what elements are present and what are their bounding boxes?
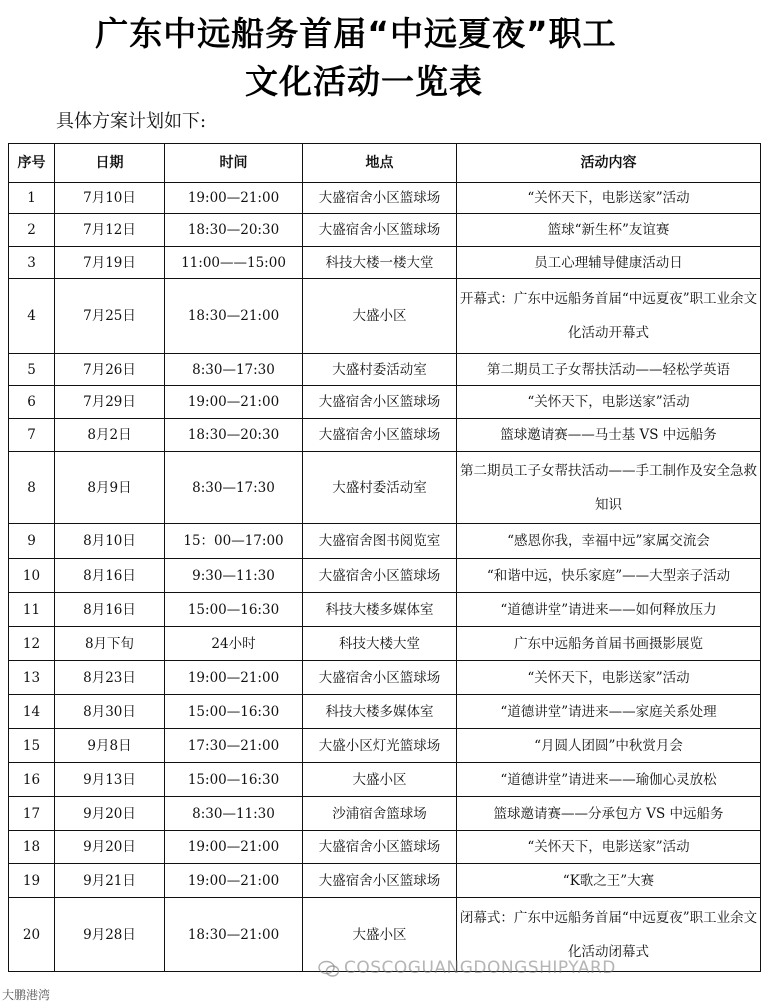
table-row: [9, 419, 761, 452]
header-activity: 活动内容: [457, 144, 761, 183]
cell-no: 12: [9, 627, 55, 661]
cell-time: 15：00—17:00: [165, 524, 303, 559]
cell-date: 9月28日: [55, 898, 165, 972]
table-row: [9, 354, 761, 386]
cell-time: 17:30—21:00: [165, 729, 303, 763]
table-row: [9, 695, 761, 729]
cell-time: 18:30—21:00: [165, 279, 303, 354]
cell-place: 大盛宿舍小区篮球场: [303, 559, 457, 593]
table-header-row: [9, 144, 761, 183]
cell-time: 19:00—21:00: [165, 386, 303, 419]
cell-no: 11: [9, 593, 55, 627]
table-row: [9, 797, 761, 831]
cell-no: 19: [9, 864, 55, 898]
cell-place: 大盛宿舍小区篮球场: [303, 386, 457, 419]
cell-no: 8: [9, 452, 55, 524]
table-row: [9, 183, 761, 214]
table-row: [9, 279, 761, 354]
cell-activity: “道德讲堂”请进来——瑜伽心灵放松: [457, 763, 761, 797]
watermark-text: COSCOGUANGDONGSHIPYARD: [344, 958, 616, 978]
cell-no: 13: [9, 661, 55, 695]
table-row: [9, 452, 761, 524]
table-row: [9, 386, 761, 419]
cell-date: 8月16日: [55, 593, 165, 627]
document-title-line-2: 文化活动一览表: [245, 62, 483, 101]
cell-no: 3: [9, 247, 55, 279]
cell-time: 19:00—21:00: [165, 183, 303, 214]
cell-activity: 广东中远船务首届书画摄影展览: [457, 627, 761, 661]
cell-date: 8月23日: [55, 661, 165, 695]
cell-date: 7月29日: [55, 386, 165, 419]
cell-time: 18:30—20:30: [165, 419, 303, 452]
cell-no: 6: [9, 386, 55, 419]
cell-time: 15:00—16:30: [165, 593, 303, 627]
cell-activity: “和谐中远，快乐家庭”——大型亲子活动: [457, 559, 761, 593]
cell-place: 大盛村委活动室: [303, 354, 457, 386]
table-row: [9, 661, 761, 695]
cell-place: 科技大楼多媒体室: [303, 593, 457, 627]
cell-date: 7月12日: [55, 214, 165, 247]
cell-date: 7月10日: [55, 183, 165, 214]
cell-time: 8:30—11:30: [165, 797, 303, 831]
cell-time: 19:00—21:00: [165, 661, 303, 695]
activity-schedule-table: [8, 143, 761, 972]
cell-activity: “道德讲堂”请进来——家庭关系处理: [457, 695, 761, 729]
cell-activity: 篮球邀请赛——马士基 VS 中远船务: [457, 419, 761, 452]
cell-activity: “K歌之王”大赛: [457, 864, 761, 898]
cell-activity: 篮球邀请赛——分承包方 VS 中远船务: [457, 797, 761, 831]
cell-date: 8月9日: [55, 452, 165, 524]
document-title-line-1: 广东中远船务首届“中远夏夜”职工: [95, 14, 617, 53]
cell-place: 大盛宿舍小区篮球场: [303, 661, 457, 695]
cell-activity: “关怀天下，电影送家”活动: [457, 661, 761, 695]
cell-date: 9月20日: [55, 797, 165, 831]
cell-activity: 员工心理辅导健康活动日: [457, 247, 761, 279]
intro-text: 具体方案计划如下:: [56, 111, 207, 132]
cell-time: 8:30—17:30: [165, 452, 303, 524]
cell-place: 大盛宿舍小区篮球场: [303, 183, 457, 214]
cell-date: 8月2日: [55, 419, 165, 452]
cell-activity: “月圆人团圆”中秋赏月会: [457, 729, 761, 763]
cell-time: 18:30—20:30: [165, 214, 303, 247]
cell-date: 9月20日: [55, 831, 165, 864]
table-row: [9, 729, 761, 763]
cell-no: 14: [9, 695, 55, 729]
cell-place: 科技大楼一楼大堂: [303, 247, 457, 279]
table-row: [9, 831, 761, 864]
cell-time: 19:00—21:00: [165, 831, 303, 864]
cell-time: 18:30—21:00: [165, 898, 303, 972]
cell-place: 沙浦宿舍篮球场: [303, 797, 457, 831]
header-date: 日期: [55, 144, 165, 183]
cell-no: 1: [9, 183, 55, 214]
table-row: [9, 214, 761, 247]
cell-time: 15:00—16:30: [165, 763, 303, 797]
cell-no: 9: [9, 524, 55, 559]
cell-date: 8月16日: [55, 559, 165, 593]
cell-date: 8月30日: [55, 695, 165, 729]
cell-date: 8月下旬: [55, 627, 165, 661]
cell-place: 大盛小区: [303, 898, 457, 972]
cell-activity: 第二期员工子女帮扶活动——轻松学英语: [457, 354, 761, 386]
cell-date: 7月25日: [55, 279, 165, 354]
cell-activity: 闭幕式：广东中远船务首届“中远夏夜”职工业余文化活动闭幕式: [457, 898, 761, 972]
cell-activity: “关怀天下，电影送家”活动: [457, 831, 761, 864]
table-row: [9, 524, 761, 559]
cell-no: 5: [9, 354, 55, 386]
table-row: [9, 763, 761, 797]
table-row: [9, 247, 761, 279]
cell-date: 8月10日: [55, 524, 165, 559]
cell-no: 18: [9, 831, 55, 864]
cell-no: 17: [9, 797, 55, 831]
cell-place: 大盛小区: [303, 279, 457, 354]
cell-place: 大盛宿舍图书阅览室: [303, 524, 457, 559]
cell-time: 8:30—17:30: [165, 354, 303, 386]
cell-place: 科技大楼多媒体室: [303, 695, 457, 729]
cell-place: 大盛宿舍小区篮球场: [303, 419, 457, 452]
header-no: 序号: [9, 144, 55, 183]
cell-date: 7月19日: [55, 247, 165, 279]
cell-activity: 第二期员工子女帮扶活动——手工制作及安全急救知识: [457, 452, 761, 524]
cell-no: 16: [9, 763, 55, 797]
cell-place: 大盛宿舍小区篮球场: [303, 214, 457, 247]
corner-logo: 大鹏港湾: [2, 988, 51, 1002]
cell-no: 20: [9, 898, 55, 972]
cell-activity: 篮球“新生杯”友谊赛: [457, 214, 761, 247]
cell-place: 大盛小区: [303, 763, 457, 797]
cell-place: 大盛宿舍小区篮球场: [303, 831, 457, 864]
cell-time: 11:00——15:00: [165, 247, 303, 279]
cell-no: 7: [9, 419, 55, 452]
cell-no: 10: [9, 559, 55, 593]
wechat-icon: [318, 960, 340, 978]
cell-date: 9月8日: [55, 729, 165, 763]
cell-date: 7月26日: [55, 354, 165, 386]
cell-place: 大盛宿舍小区篮球场: [303, 864, 457, 898]
table-row: [9, 864, 761, 898]
cell-activity: 开幕式：广东中远船务首届“中远夏夜”职工业余文化活动开幕式: [457, 279, 761, 354]
table-body: [9, 183, 761, 972]
cell-place: 大盛村委活动室: [303, 452, 457, 524]
cell-date: 9月21日: [55, 864, 165, 898]
cell-no: 2: [9, 214, 55, 247]
cell-activity: “道德讲堂”请进来——如何释放压力: [457, 593, 761, 627]
table-row: [9, 559, 761, 593]
cell-activity: “感恩你我，幸福中远”家属交流会: [457, 524, 761, 559]
cell-time: 24小时: [165, 627, 303, 661]
cell-date: 9月13日: [55, 763, 165, 797]
header-time: 时间: [165, 144, 303, 183]
cell-activity: “关怀天下，电影送家”活动: [457, 386, 761, 419]
cell-no: 15: [9, 729, 55, 763]
cell-activity: “关怀天下，电影送家”活动: [457, 183, 761, 214]
cell-time: 15:00—16:30: [165, 695, 303, 729]
cell-time: 9:30—11:30: [165, 559, 303, 593]
cell-time: 19:00—21:00: [165, 864, 303, 898]
table-row: [9, 627, 761, 661]
header-place: 地点: [303, 144, 457, 183]
cell-no: 4: [9, 279, 55, 354]
cell-place: 大盛小区灯光篮球场: [303, 729, 457, 763]
table-row: [9, 593, 761, 627]
cell-place: 科技大楼大堂: [303, 627, 457, 661]
